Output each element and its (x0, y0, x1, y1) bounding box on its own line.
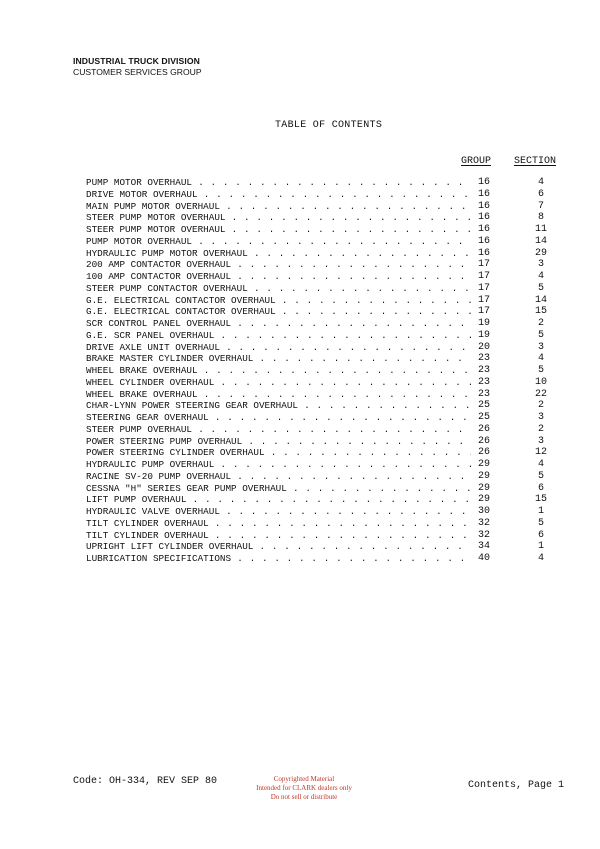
toc-entry-title: RACINE SV-20 PUMP OVERHAUL . . . (86, 471, 471, 483)
toc-entry-section: 4 (537, 459, 544, 470)
toc-entry (86, 471, 566, 483)
toc-entry-group: 32 (477, 517, 490, 529)
page-number: Contents, Page 1 (468, 780, 565, 791)
toc-entry-group: 26 (477, 447, 490, 459)
copyright-line: Copyrighted Material (273, 775, 335, 783)
toc-entry (86, 283, 566, 295)
toc-entry-title: CESSNA "H" SERIES GEAR PUMP OVERHAUL . . . (86, 483, 471, 495)
toc-entry-group: 19 (477, 318, 490, 329)
toc-entry-title: PUMP MOTOR OVERHAUL . . . (86, 177, 471, 189)
toc-entry-group: 19 (477, 329, 490, 341)
toc-entry (86, 177, 566, 189)
toc-entry-title: MAIN PUMP MOTOR OVERHAUL . . . (86, 201, 471, 213)
toc-entry-title: UPRIGHT LIFT CYLINDER OVERHAUL . . . (86, 541, 471, 553)
toc-entry-title: BRAKE MASTER CYLINDER OVERHAUL . . . (86, 353, 471, 365)
toc-entry (86, 553, 566, 565)
toc-entry-group: 16 (477, 188, 490, 200)
toc-entry-group: 16 (477, 247, 490, 259)
toc-entry-group: 17 (477, 282, 490, 294)
toc-entry-section: 14 (534, 294, 547, 306)
toc-entry (86, 483, 566, 495)
toc-entry-section: 3 (537, 341, 544, 353)
toc-entry-group: 25 (477, 412, 490, 423)
toc-entry-title: TILT CYLINDER OVERHAUL . . . (86, 518, 471, 530)
toc-entry-title: CHAR-LYNN POWER STEERING GEAR OVERHAUL . . . (86, 400, 471, 412)
toc-entry-group: 23 (477, 365, 490, 376)
toc-entry-title: G.E. ELECTRICAL CONTACTOR OVERHAUL . . . (86, 295, 471, 307)
toc-entry-group: 29 (477, 459, 490, 470)
toc-entry-section: 3 (537, 435, 544, 447)
toc-entry-section: 3 (537, 412, 544, 423)
toc-entry-title: STEERING GEAR OVERHAUL . . . (86, 412, 471, 424)
toc-entry-group: 17 (477, 294, 490, 306)
toc-entry-section: 5 (537, 282, 544, 294)
toc-entry (86, 400, 566, 412)
toc-entry-section: 14 (534, 235, 547, 247)
group-column-header: GROUP (461, 156, 492, 167)
toc-entry-title: DRIVE AXLE UNIT OVERHAUL . . . (86, 342, 471, 354)
toc-entry (86, 447, 566, 459)
toc-entry-section: 6 (537, 529, 544, 541)
toc-entry-title: DRIVE MOTOR OVERHAUL . . . (86, 189, 471, 201)
toc-entry-section: 5 (537, 470, 544, 482)
toc-entry-group: 29 (477, 494, 490, 506)
toc-entry-title: STEER PUMP CONTACTOR OVERHAUL . . . (86, 283, 471, 295)
toc-entry-title: G.E. SCR PANEL OVERHAUL . . . (86, 330, 471, 342)
toc-entry-group: 16 (477, 224, 490, 235)
toc-entry-group: 16 (477, 177, 490, 188)
toc-entry (86, 518, 566, 530)
toc-entry (86, 271, 566, 283)
toc-entry-title: 200 AMP CONTACTOR OVERHAUL . . . (86, 259, 471, 271)
toc-entry-section: 5 (537, 517, 544, 529)
toc-entry-title: HYDRAULIC PUMP MOTOR OVERHAUL . . . (86, 248, 471, 260)
toc-entry-title: STEER PUMP OVERHAUL . . . (86, 424, 471, 436)
toc-entry-group: 23 (477, 376, 490, 388)
toc-entry (86, 201, 566, 213)
toc-list (86, 177, 566, 565)
toc-entry-section: 5 (537, 329, 544, 341)
toc-entry-title: POWER STEERING CYLINDER OVERHAUL . . . (86, 447, 471, 459)
toc-entry-section: 15 (534, 306, 547, 318)
toc-entry-section: 6 (537, 188, 544, 200)
toc-entry-title: POWER STEERING PUMP OVERHAUL . . . (86, 436, 471, 448)
toc-entry (86, 494, 566, 506)
toc-entry-group: 40 (477, 553, 490, 564)
toc-entry-title: LIFT PUMP OVERHAUL . . . (86, 494, 471, 506)
toc-entry-group: 23 (477, 388, 490, 400)
toc-entry-section: 4 (537, 353, 544, 365)
toc-entry (86, 318, 566, 330)
toc-entry-group: 23 (477, 353, 490, 365)
group-name: CUSTOMER SERVICES GROUP (73, 67, 202, 77)
toc-entry-title: PUMP MOTOR OVERHAUL . . . (86, 236, 471, 248)
copyright-line: Intended for CLARK dealers only (256, 784, 352, 792)
toc-entry-section: 29 (534, 247, 547, 259)
toc-entry-section: 4 (537, 177, 544, 188)
toc-entry (86, 389, 566, 401)
toc-entry-title: WHEEL BRAKE OVERHAUL . . . (86, 389, 471, 401)
toc-entry-title: 100 AMP CONTACTOR OVERHAUL . . . (86, 271, 471, 283)
toc-entry (86, 236, 566, 248)
toc-entry-group: 16 (477, 200, 490, 212)
toc-entry-section: 22 (534, 388, 547, 400)
toc-entry-title: SCR CONTROL PANEL OVERHAUL . . . (86, 318, 471, 330)
copyright-notice (248, 775, 360, 802)
toc-entry (86, 224, 566, 236)
toc-entry-section: 2 (537, 400, 544, 412)
toc-entry (86, 506, 566, 518)
toc-entry (86, 330, 566, 342)
toc-entry (86, 459, 566, 471)
toc-entry-group: 17 (477, 306, 490, 318)
toc-entry (86, 189, 566, 201)
toc-entry (86, 248, 566, 260)
toc-entry (86, 436, 566, 448)
toc-entry (86, 365, 566, 377)
toc-entry-group: 16 (477, 212, 490, 224)
toc-entry-section: 2 (537, 423, 544, 435)
toc-entry (86, 342, 566, 354)
toc-entry-group: 26 (477, 435, 490, 447)
division-name: INDUSTRIAL TRUCK DIVISION (73, 56, 200, 66)
toc-entry-section: 4 (537, 271, 544, 282)
section-column-header: SECTION (514, 156, 557, 167)
company-header (73, 56, 202, 78)
toc-entry (86, 377, 566, 389)
toc-entry-section: 2 (537, 318, 544, 329)
toc-entry-section: 6 (537, 482, 544, 494)
toc-entry (86, 259, 566, 271)
toc-entry-section: 1 (537, 541, 544, 553)
toc-entry-section: 5 (537, 365, 544, 376)
toc-entry-section: 7 (537, 200, 544, 212)
toc-entry-title: STEER PUMP MOTOR OVERHAUL . . . (86, 224, 471, 236)
toc-entry (86, 295, 566, 307)
toc-entry-title: WHEEL BRAKE OVERHAUL . . . (86, 365, 471, 377)
toc-entry-section: 1 (537, 506, 544, 517)
toc-entry-title: TILT CYLINDER OVERHAUL . . . (86, 530, 471, 542)
toc-entry (86, 212, 566, 224)
toc-entry (86, 541, 566, 553)
toc-entry (86, 530, 566, 542)
toc-entry-title: WHEEL CYLINDER OVERHAUL . . . (86, 377, 471, 389)
toc-entry-title: HYDRAULIC PUMP OVERHAUL . . . (86, 459, 471, 471)
toc-entry (86, 412, 566, 424)
toc-entry-group: 20 (477, 341, 490, 353)
toc-entry-section: 8 (537, 212, 544, 224)
document-code: Code: OH-334, REV SEP 80 (73, 776, 218, 787)
toc-entry-title: LUBRICATION SPECIFICATIONS . . . (86, 553, 471, 565)
toc-entry (86, 353, 566, 365)
toc-entry-section: 11 (534, 224, 547, 235)
toc-entry-group: 17 (477, 259, 490, 271)
toc-entry-group: 25 (477, 400, 490, 412)
toc-entry-section: 15 (534, 494, 547, 506)
toc-entry (86, 424, 566, 436)
toc-entry-section: 3 (537, 259, 544, 271)
page-title: TABLE OF CONTENTS (275, 120, 383, 131)
toc-entry-group: 16 (477, 235, 490, 247)
toc-entry-group: 26 (477, 423, 490, 435)
toc-entry-group: 17 (477, 271, 490, 282)
toc-entry-title: G.E. ELECTRICAL CONTACTOR OVERHAUL . . . (86, 306, 471, 318)
toc-entry-section: 4 (537, 553, 544, 564)
toc-entry-title: STEER PUMP MOTOR OVERHAUL . . . (86, 212, 471, 224)
copyright-line: Do not sell or distribute (270, 793, 338, 801)
toc-entry-group: 30 (477, 506, 490, 517)
toc-entry-group: 29 (477, 470, 490, 482)
toc-entry-section: 12 (534, 447, 547, 459)
toc-entry (86, 306, 566, 318)
toc-entry-group: 32 (477, 529, 490, 541)
toc-entry-title: HYDRAULIC VALVE OVERHAUL . . . (86, 506, 471, 518)
toc-entry-group: 29 (477, 482, 490, 494)
toc-entry-group: 34 (477, 541, 490, 553)
toc-entry-section: 10 (534, 376, 547, 388)
